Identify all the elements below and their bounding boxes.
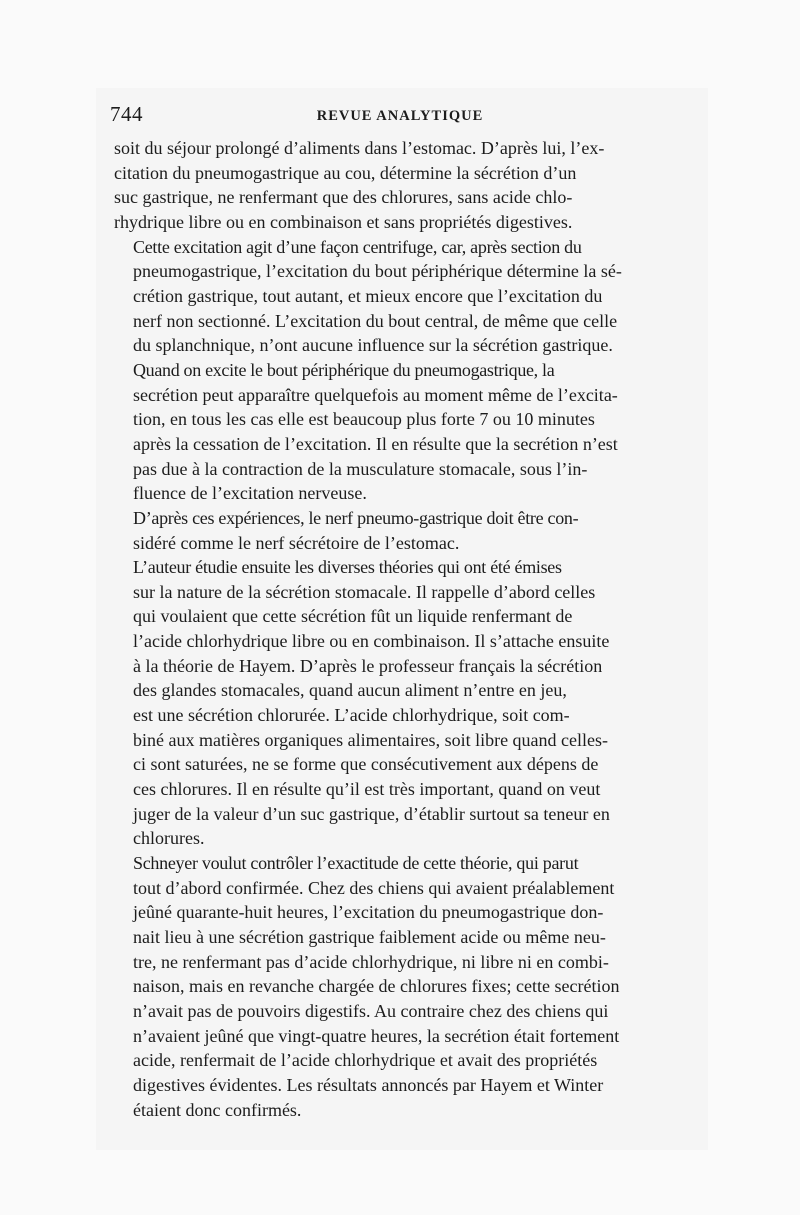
text-line: nait lieu à une sécrétion gastrique faiblement acide ou même neu- <box>133 927 606 947</box>
text-line: secrétion peut apparaître quelquefois au moment même de l’excita- <box>133 384 618 405</box>
text-line: fluence de l’excitation nerveuse. <box>133 483 367 504</box>
paragraph <box>114 358 686 506</box>
text-line: n’avait pas de pouvoirs digestifs. Au contraire chez des chiens qui <box>133 1000 609 1021</box>
paragraph <box>114 851 686 1122</box>
text-line: ci sont saturées, ne se forme que consécutivement aux dépens de <box>133 754 599 775</box>
text-line: D’après ces expériences, le nerf pneumo-gastrique doit être con- <box>133 507 579 528</box>
text-line: est une sécrétion chlorurée. L’acide chlorhydrique, soit com- <box>133 705 570 726</box>
text-line: ces chlorures. Il en résulte qu’il est très important, quand on veut <box>133 779 601 800</box>
text-line: soit du séjour prolongé d’aliments dans l’estomac. D’après lui, l’ex- <box>114 138 605 158</box>
text-line: Schneyer voulut contrôler l’exactitude de cette théorie, qui parut <box>133 853 579 874</box>
text-line: biné aux matières organiques alimentaires, soit libre quand celles- <box>133 729 609 750</box>
text-line: jeûné quarante-huit heures, l’excitation du pneumogastrique don- <box>133 902 604 923</box>
text-line: citation du pneumogastrique au cou, détermine la sécrétion d’un <box>114 162 577 183</box>
text-line: sidéré comme le nerf sécrétoire de l’estomac. <box>133 532 460 553</box>
paragraph <box>114 555 686 851</box>
text-line: acide, renfermait de l’acide chlorhydrique et avait des propriétés <box>133 1050 598 1071</box>
text-line: digestives évidentes. Les résultats annoncés par Hayem et Winter <box>133 1074 604 1095</box>
paragraph <box>114 136 686 235</box>
text-line: à la théorie de Hayem. D’après le professeur français la sécrétion <box>133 655 603 676</box>
text-line: naison, mais en revanche chargée de chlorures fixes; cette secrétion <box>133 976 620 997</box>
text-line: Cette excitation agit d’une façon centrifuge, car, après section du <box>133 236 582 257</box>
text-line: Quand on excite le bout périphérique du pneumogastrique, la <box>133 359 555 380</box>
text-line: tout d’abord confirmée. Chez des chiens qui avaient préalablement <box>133 877 615 898</box>
text-line: crétion gastrique, tout autant, et mieux encore que l’excitation du <box>133 285 603 306</box>
page-header <box>110 102 690 128</box>
text-line: nerf non sectionné. L’excitation du bout central, de même que celle <box>133 310 618 331</box>
text-line: juger de la valeur d’un suc gastrique, d’établir surtout sa teneur en <box>133 803 610 824</box>
text-line: L’auteur étudie ensuite les diverses théories qui ont été émises <box>133 557 562 578</box>
text-line: étaient donc confirmés. <box>133 1099 302 1120</box>
text-line: tion, en tous les cas elle est beaucoup plus forte 7 ou 10 minutes <box>133 409 595 430</box>
paragraph <box>114 506 686 555</box>
text-line: des glandes stomacales, quand aucun aliment n’entre en jeu, <box>133 680 567 701</box>
text-line: chlorures. <box>133 828 205 849</box>
text-line: n’avaient jeûné que vingt-quatre heures, la secrétion était fortement <box>133 1025 620 1046</box>
running-head: REVUE ANALYTIQUE <box>316 108 484 124</box>
page-number: 744 <box>110 102 143 126</box>
text-line: suc gastrique, ne renfermant que des chlorures, sans acide chlo- <box>114 187 573 208</box>
text-line: l’acide chlorhydrique libre ou en combinaison. Il s’attache ensuite <box>133 631 610 652</box>
text-line: du splanchnique, n’ont aucune influence sur la sécrétion gastrique. <box>133 335 613 356</box>
text-line: pneumogastrique, l’excitation du bout périphérique détermine la sé- <box>133 261 622 282</box>
text-line: sur la nature de la sécrétion stomacale. Il rappelle d’abord celles <box>133 581 596 602</box>
text-line: rhydrique libre ou en combinaison et sans propriétés digestives. <box>114 211 573 232</box>
body-text <box>114 136 686 1122</box>
text-line: pas due à la contraction de la musculature stomacale, sous l’in- <box>133 458 588 479</box>
paragraph <box>114 235 686 358</box>
text-line: tre, ne renfermant pas d’acide chlorhydrique, ni libre ni en combi- <box>133 951 609 972</box>
text-line: après la cessation de l’excitation. Il en résulte que la secrétion n’est <box>133 433 618 454</box>
text-line: qui voulaient que cette sécrétion fût un liquide renfermant de <box>133 606 573 627</box>
